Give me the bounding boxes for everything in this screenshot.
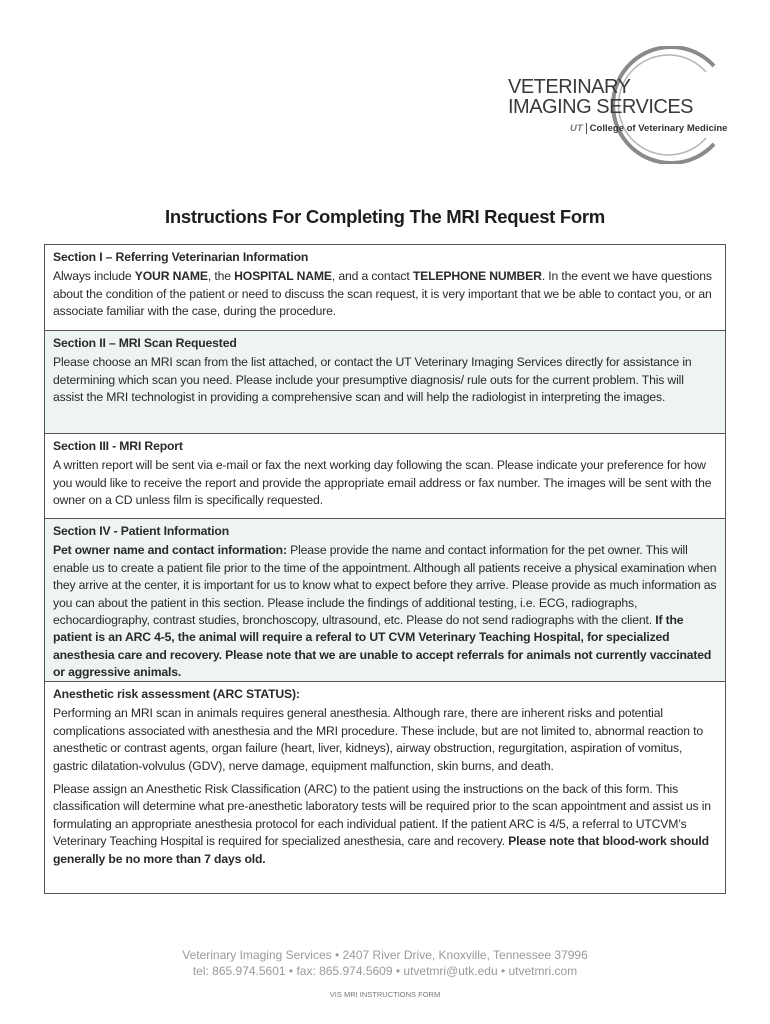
section-4 (45, 519, 725, 682)
section-5 (45, 682, 725, 893)
footer-contact: tel: 865.974.5601 • fax: 865.974.5609 • utvetmri@utk.edu • utvetmri.com (192, 964, 578, 978)
logo-line-2: IMAGING SERVICES (508, 96, 694, 118)
section-3-body: A written report will be sent via e-mail or fax the next working day following the scan. Please indicate your preference for how you would like to receive the report and provide the appropriate email address or fax number. The images will be sent with the owner on a CD unless film is specifically requested. (53, 458, 712, 508)
section-3-heading: Section III - MRI Report (53, 439, 183, 453)
logo-subtitle (570, 123, 727, 134)
section-1-heading: Section I – Referring Veterinarian Information (53, 250, 309, 264)
s4-bold-note: If the patient is an ARC 4-5, the animal will require a referal to UT CVM Veterinary Teaching Hospital, for specialized anesthesia care and recovery. Please note that we are unable to accept referrals for animals not currently vaccinated or aggressive animals. (53, 613, 712, 680)
section-1 (45, 245, 725, 331)
ut-mark: UT (570, 123, 583, 134)
section-4-body (53, 542, 717, 681)
s4-bold-lead: Pet owner name and contact information: (53, 543, 287, 558)
s1-text-4: . In the event we have questions about the condition of the patient or need to discuss the scan request, it is very important that we be able to contact you, or an associate familiar with the case, during the procedure. (53, 269, 712, 319)
section-4-heading: Section IV - Patient Information (53, 524, 229, 538)
section-2-heading: Section II – MRI Scan Requested (53, 336, 237, 350)
instructions-table (44, 244, 726, 894)
s1-bold-name: YOUR NAME (134, 269, 208, 284)
s1-text-2: , the (207, 269, 235, 284)
s4-text: Please provide the name and contact information for the pet owner. This will enable us to create a patient file prior to the time of the appointment. Although all patients receive a physical examination when they arrive at the center, it is important for us to know what to expect before they arrive. Please provide as much information as you can about the patient in this section. Please include the findings of additional testing, i.e. ECG, radiographs, echocardiography, contrast studies, bronchoscopy, ultrasound, etc. Please do not send radiographs with the client. (53, 543, 717, 628)
college-name: College of Veterinary Medicine (586, 123, 728, 134)
footer-form-code: VIS MRI INSTRUCTIONS FORM (329, 990, 441, 999)
section-2 (45, 331, 725, 434)
s1-bold-phone: TELEPHONE NUMBER (412, 269, 542, 284)
s1-bold-hospital: HOSPITAL NAME (234, 269, 332, 284)
s5-bold-note: Please note that blood-work should generally be no more than 7 days old. (53, 834, 709, 866)
footer-address: Veterinary Imaging Services • 2407 River Drive, Knoxville, Tennessee 37996 (182, 948, 588, 962)
section-5-para-2 (53, 781, 717, 868)
section-2-body: Please choose an MRI scan from the list attached, or contact the UT Veterinary Imaging Services directly for assistance in determining which scan you need. Please include your presumptive diagnosis/ rule outs for the current problem. This will assist the MRI technologist in providing a comprehensive scan and will help the radiologist in interpreting the images. (53, 355, 692, 405)
s1-text-1: Always include (53, 269, 135, 284)
section-5-para-1: Performing an MRI scan in animals requires general anesthesia. Although rare, there are inherent risks and potential complications associated with anesthesia and the MRI procedure. These include, but are not limited to, abnormal reaction to anesthetic or contrast agents, organ failure (heart, liver, kidneys), airway obstruction, regurgitation, aspiration of vomitus, gastric dilatation-volvulus (GDV), nerve damage, equipment malfunction, skin burns, and death. (53, 706, 703, 773)
logo-line-1: VETERINARY (508, 76, 631, 98)
section-1-body (53, 268, 717, 320)
logo (478, 46, 728, 164)
s5-text: Please assign an Anesthetic Risk Classification (ARC) to the patient using the instructions on the back of this form. This classification will determine what pre-anesthetic laboratory tests will be required prior to the scan appointment and assist us in formulating an appropriate anesthesia protocol for each individual patient. If the patient ARC is 4/5, a referral to UTCVM’s Veterinary Teaching Hospital is required for specialized anesthesia, care and recovery. (53, 782, 711, 849)
page-title: Instructions For Completing The MRI Request Form (165, 206, 605, 227)
section-3 (45, 434, 725, 519)
section-5-heading: Anesthetic risk assessment (ARC STATUS): (53, 687, 300, 701)
s1-text-3: , and a contact (331, 269, 413, 284)
